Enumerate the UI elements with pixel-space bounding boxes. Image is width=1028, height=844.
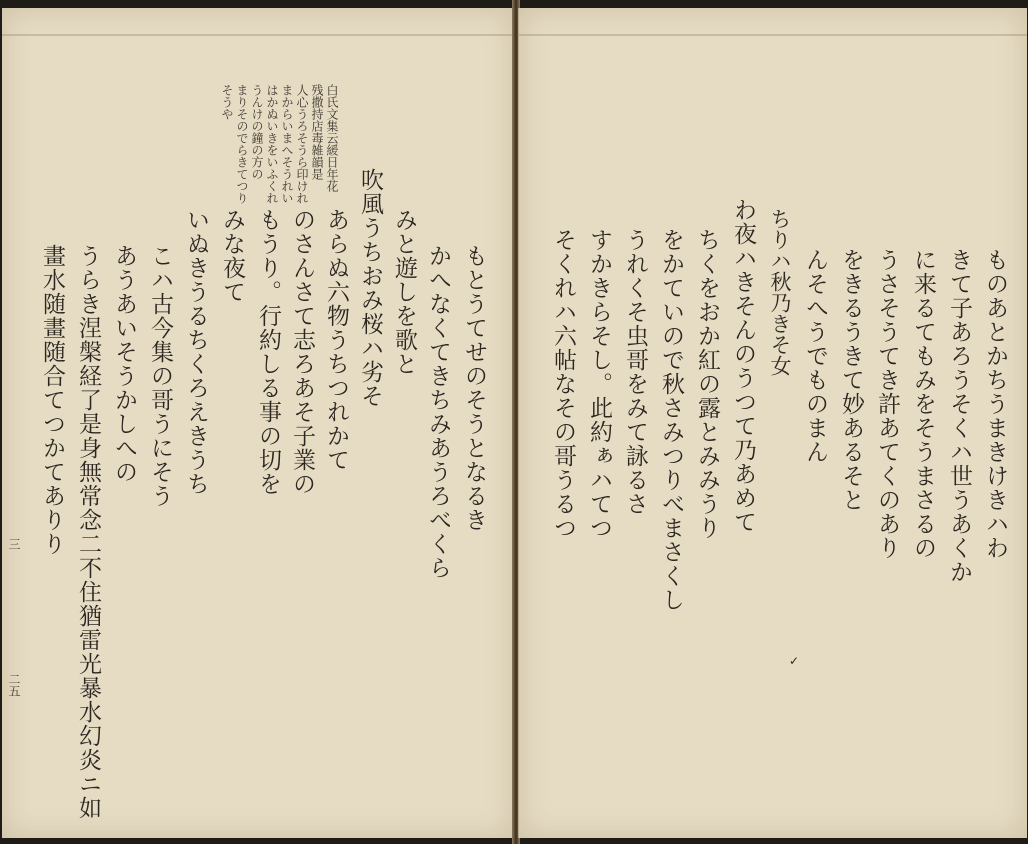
folio-marker-bottom: 二五 <box>7 673 21 697</box>
text-column: わ夜ハきそんのうつて乃あめて <box>730 198 756 534</box>
text-column: もうり。行約しる事の切を <box>255 208 281 496</box>
inset-poem-col: まからいまへそうれい <box>280 84 294 204</box>
text-column: うらき涅槃経了是身無常念二不住猶雷光暴水幻炎ニ如 <box>75 244 101 820</box>
inset-poem-col: 人心うろそうら印けれ <box>295 84 309 204</box>
right-page <box>518 8 1027 838</box>
inset-poem-col: はかぬいきをいふくれ <box>265 84 279 204</box>
text-column: そくれハ六帖なその哥うるつ <box>550 228 576 540</box>
left-page <box>2 8 515 838</box>
text-column: かへなくてきちみあうろべくら <box>425 244 451 580</box>
check-mark-icon: ✓ <box>789 654 800 668</box>
text-column: みと遊しを歌と <box>391 208 417 376</box>
text-column: あうあいそうかしへの <box>111 244 137 484</box>
text-column: ものあとかちうまきけきハわ <box>982 248 1008 560</box>
text-column: をかていので秋さみつりべまさくし <box>658 228 684 612</box>
page-top-rule <box>519 34 1027 36</box>
text-column: をきるうきて妙あるそと <box>838 248 864 512</box>
text-column: うれくそ虫哥をみて詠るさ <box>622 228 648 516</box>
text-column: すかきらそし。此約ぁハてつ <box>586 228 612 540</box>
inset-poem-col: 白氏文集云緩日年花 <box>325 84 339 192</box>
text-column: きて子あろうそくハ世うあくか <box>946 248 972 584</box>
text-column: もとうてせのそうとなるき <box>461 244 487 532</box>
inset-poem-col: そうや <box>220 84 234 120</box>
folio-marker-top: 三 <box>7 538 21 550</box>
text-column: こハ古今集の哥うにそう <box>147 244 173 508</box>
text-column: ちくをおか紅の露とみみうり <box>694 228 720 540</box>
text-column: みな夜て <box>219 208 245 304</box>
page-top-rule <box>2 34 514 36</box>
text-column: のさんさて志ろあそ子業の <box>289 208 315 496</box>
section-title: ちりハ秋乃きそ女 <box>768 208 792 376</box>
inset-poem-col: 残撒持店毒雑韻是 <box>310 84 324 180</box>
text-column: 畫水随畫随合てつかてありり <box>39 244 65 556</box>
text-column: んそへうでものまん <box>802 248 828 464</box>
text-column: いぬきうるちくろえきうち <box>183 208 209 496</box>
inset-poem-col: まりそのでらきてつり <box>235 84 249 204</box>
text-column: うさそうてき許あてくのあり <box>874 248 900 560</box>
text-column: あらぬ六物うちつれかて <box>323 208 349 472</box>
text-column: に来るてもみをそうまさるの <box>910 248 936 560</box>
text-column: 吹風うちおみ桜ハ劣そ <box>357 168 383 408</box>
inset-poem-col: うんけの鐘の方の <box>250 84 264 180</box>
